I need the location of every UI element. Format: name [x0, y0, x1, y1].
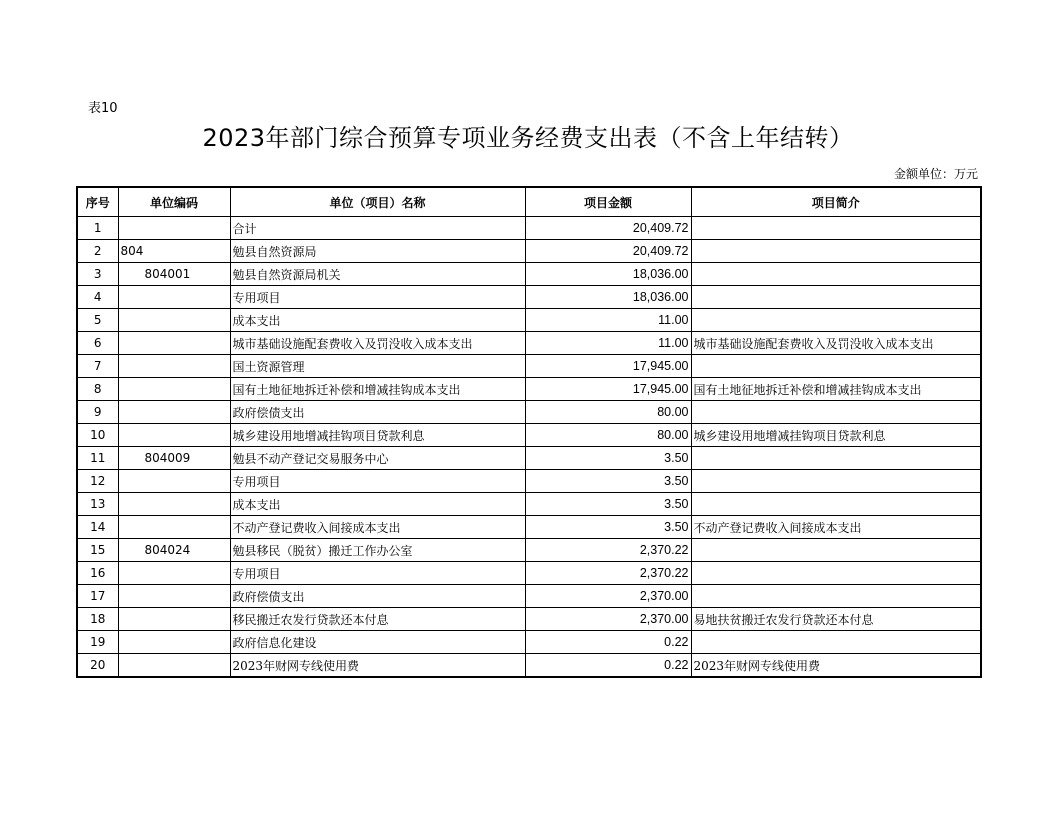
- table-row: [77, 562, 981, 585]
- cell-amount: 11.00: [525, 309, 691, 332]
- cell-seq: 9: [77, 401, 118, 424]
- cell-seq: 15: [77, 539, 118, 562]
- cell-unit-name: 政府信息化建设: [230, 631, 525, 654]
- table-row: [77, 424, 981, 447]
- table-number: 表10: [88, 101, 118, 116]
- cell-unit-code: [118, 217, 230, 240]
- cell-amount: 2,370.22: [525, 562, 691, 585]
- table-row: [77, 217, 981, 240]
- cell-description: 2023年财网专线使用费: [691, 654, 981, 678]
- cell-description: [691, 493, 981, 516]
- cell-seq: 20: [77, 654, 118, 678]
- cell-description: [691, 631, 981, 654]
- cell-unit-name: 勉县移民（脱贫）搬迁工作办公室: [230, 539, 525, 562]
- cell-description: [691, 286, 981, 309]
- cell-unit-code: [118, 562, 230, 585]
- cell-seq: 1: [77, 217, 118, 240]
- cell-unit-name: 移民搬迁农发行贷款还本付息: [230, 608, 525, 631]
- cell-unit-code: 804024: [118, 539, 230, 562]
- cell-amount: 3.50: [525, 516, 691, 539]
- cell-amount: 20,409.72: [525, 217, 691, 240]
- cell-unit-code: [118, 355, 230, 378]
- cell-seq: 19: [77, 631, 118, 654]
- cell-unit-code: [118, 424, 230, 447]
- cell-unit-code: 804001: [118, 263, 230, 286]
- table-row: [77, 286, 981, 309]
- table-row: [77, 539, 981, 562]
- cell-unit-name: 专用项目: [230, 470, 525, 493]
- cell-amount: 80.00: [525, 424, 691, 447]
- cell-unit-code: 804009: [118, 447, 230, 470]
- amount-unit-note: 金额单位：万元: [893, 167, 978, 181]
- cell-seq: 6: [77, 332, 118, 355]
- cell-seq: 12: [77, 470, 118, 493]
- header-seq: 序号: [77, 187, 118, 217]
- cell-amount: 80.00: [525, 401, 691, 424]
- cell-amount: 17,945.00: [525, 378, 691, 401]
- table-row: [77, 332, 981, 355]
- table-row: [77, 447, 981, 470]
- cell-unit-name: 不动产登记费收入间接成本支出: [230, 516, 525, 539]
- cell-unit-name: 成本支出: [230, 493, 525, 516]
- cell-unit-code: [118, 470, 230, 493]
- cell-description: [691, 355, 981, 378]
- cell-unit-code: [118, 654, 230, 678]
- cell-unit-code: [118, 401, 230, 424]
- cell-description: [691, 240, 981, 263]
- cell-unit-name: 城市基础设施配套费收入及罚没收入成本支出: [230, 332, 525, 355]
- cell-unit-name: 2023年财网专线使用费: [230, 654, 525, 678]
- cell-seq: 18: [77, 608, 118, 631]
- budget-table: [76, 186, 982, 678]
- cell-unit-name: 专用项目: [230, 286, 525, 309]
- cell-unit-code: [118, 378, 230, 401]
- cell-seq: 5: [77, 309, 118, 332]
- table-row: [77, 470, 981, 493]
- cell-description: [691, 263, 981, 286]
- cell-amount: 17,945.00: [525, 355, 691, 378]
- cell-amount: 0.22: [525, 631, 691, 654]
- cell-unit-code: 804: [118, 240, 230, 263]
- cell-unit-code: [118, 608, 230, 631]
- table-row: [77, 309, 981, 332]
- header-unit-name: 单位（项目）名称: [230, 187, 525, 217]
- cell-unit-code: [118, 286, 230, 309]
- table-row: [77, 240, 981, 263]
- table-row: [77, 493, 981, 516]
- cell-unit-name: 政府偿债支出: [230, 401, 525, 424]
- table-row: [77, 263, 981, 286]
- table-row: [77, 516, 981, 539]
- cell-unit-code: [118, 631, 230, 654]
- cell-amount: 20,409.72: [525, 240, 691, 263]
- cell-amount: 11.00: [525, 332, 691, 355]
- table-row: [77, 401, 981, 424]
- header-unit-code: 单位编码: [118, 187, 230, 217]
- cell-amount: 18,036.00: [525, 286, 691, 309]
- cell-description: 城市基础设施配套费收入及罚没收入成本支出: [691, 332, 981, 355]
- cell-seq: 8: [77, 378, 118, 401]
- cell-unit-name: 国有土地征地拆迁补偿和增减挂钩成本支出: [230, 378, 525, 401]
- cell-amount: 3.50: [525, 493, 691, 516]
- cell-seq: 16: [77, 562, 118, 585]
- cell-seq: 7: [77, 355, 118, 378]
- cell-amount: 0.22: [525, 654, 691, 678]
- cell-seq: 13: [77, 493, 118, 516]
- table-row: [77, 355, 981, 378]
- cell-description: [691, 562, 981, 585]
- cell-unit-name: 勉县自然资源局机关: [230, 263, 525, 286]
- cell-amount: 2,370.00: [525, 608, 691, 631]
- cell-unit-name: 成本支出: [230, 309, 525, 332]
- cell-description: 易地扶贫搬迁农发行贷款还本付息: [691, 608, 981, 631]
- table-row: [77, 654, 981, 678]
- cell-description: [691, 447, 981, 470]
- cell-description: [691, 539, 981, 562]
- cell-seq: 11: [77, 447, 118, 470]
- cell-unit-code: [118, 332, 230, 355]
- header-description: 项目简介: [691, 187, 981, 217]
- cell-seq: 3: [77, 263, 118, 286]
- header-amount: 项目金额: [525, 187, 691, 217]
- cell-description: 国有土地征地拆迁补偿和增减挂钩成本支出: [691, 378, 981, 401]
- table-row: [77, 585, 981, 608]
- cell-description: [691, 470, 981, 493]
- cell-unit-code: [118, 309, 230, 332]
- document-title: 2023年部门综合预算专项业务经费支出表（不含上年结转）: [202, 124, 854, 152]
- cell-description: 不动产登记费收入间接成本支出: [691, 516, 981, 539]
- cell-unit-code: [118, 493, 230, 516]
- cell-amount: 2,370.22: [525, 539, 691, 562]
- cell-seq: 10: [77, 424, 118, 447]
- cell-unit-name: 勉县自然资源局: [230, 240, 525, 263]
- cell-seq: 14: [77, 516, 118, 539]
- cell-description: [691, 585, 981, 608]
- cell-seq: 2: [77, 240, 118, 263]
- cell-amount: 18,036.00: [525, 263, 691, 286]
- table-row: [77, 631, 981, 654]
- table-header-row: [77, 187, 981, 217]
- cell-description: [691, 217, 981, 240]
- cell-unit-name: 国土资源管理: [230, 355, 525, 378]
- table-row: [77, 378, 981, 401]
- cell-description: [691, 401, 981, 424]
- cell-seq: 4: [77, 286, 118, 309]
- cell-description: 城乡建设用地增减挂钩项目贷款利息: [691, 424, 981, 447]
- cell-unit-code: [118, 585, 230, 608]
- cell-unit-name: 专用项目: [230, 562, 525, 585]
- cell-unit-code: [118, 516, 230, 539]
- cell-seq: 17: [77, 585, 118, 608]
- cell-description: [691, 309, 981, 332]
- cell-amount: 3.50: [525, 470, 691, 493]
- cell-amount: 2,370.00: [525, 585, 691, 608]
- cell-unit-name: 勉县不动产登记交易服务中心: [230, 447, 525, 470]
- cell-unit-name: 合计: [230, 217, 525, 240]
- cell-unit-name: 城乡建设用地增减挂钩项目贷款利息: [230, 424, 525, 447]
- table-row: [77, 608, 981, 631]
- cell-amount: 3.50: [525, 447, 691, 470]
- cell-unit-name: 政府偿债支出: [230, 585, 525, 608]
